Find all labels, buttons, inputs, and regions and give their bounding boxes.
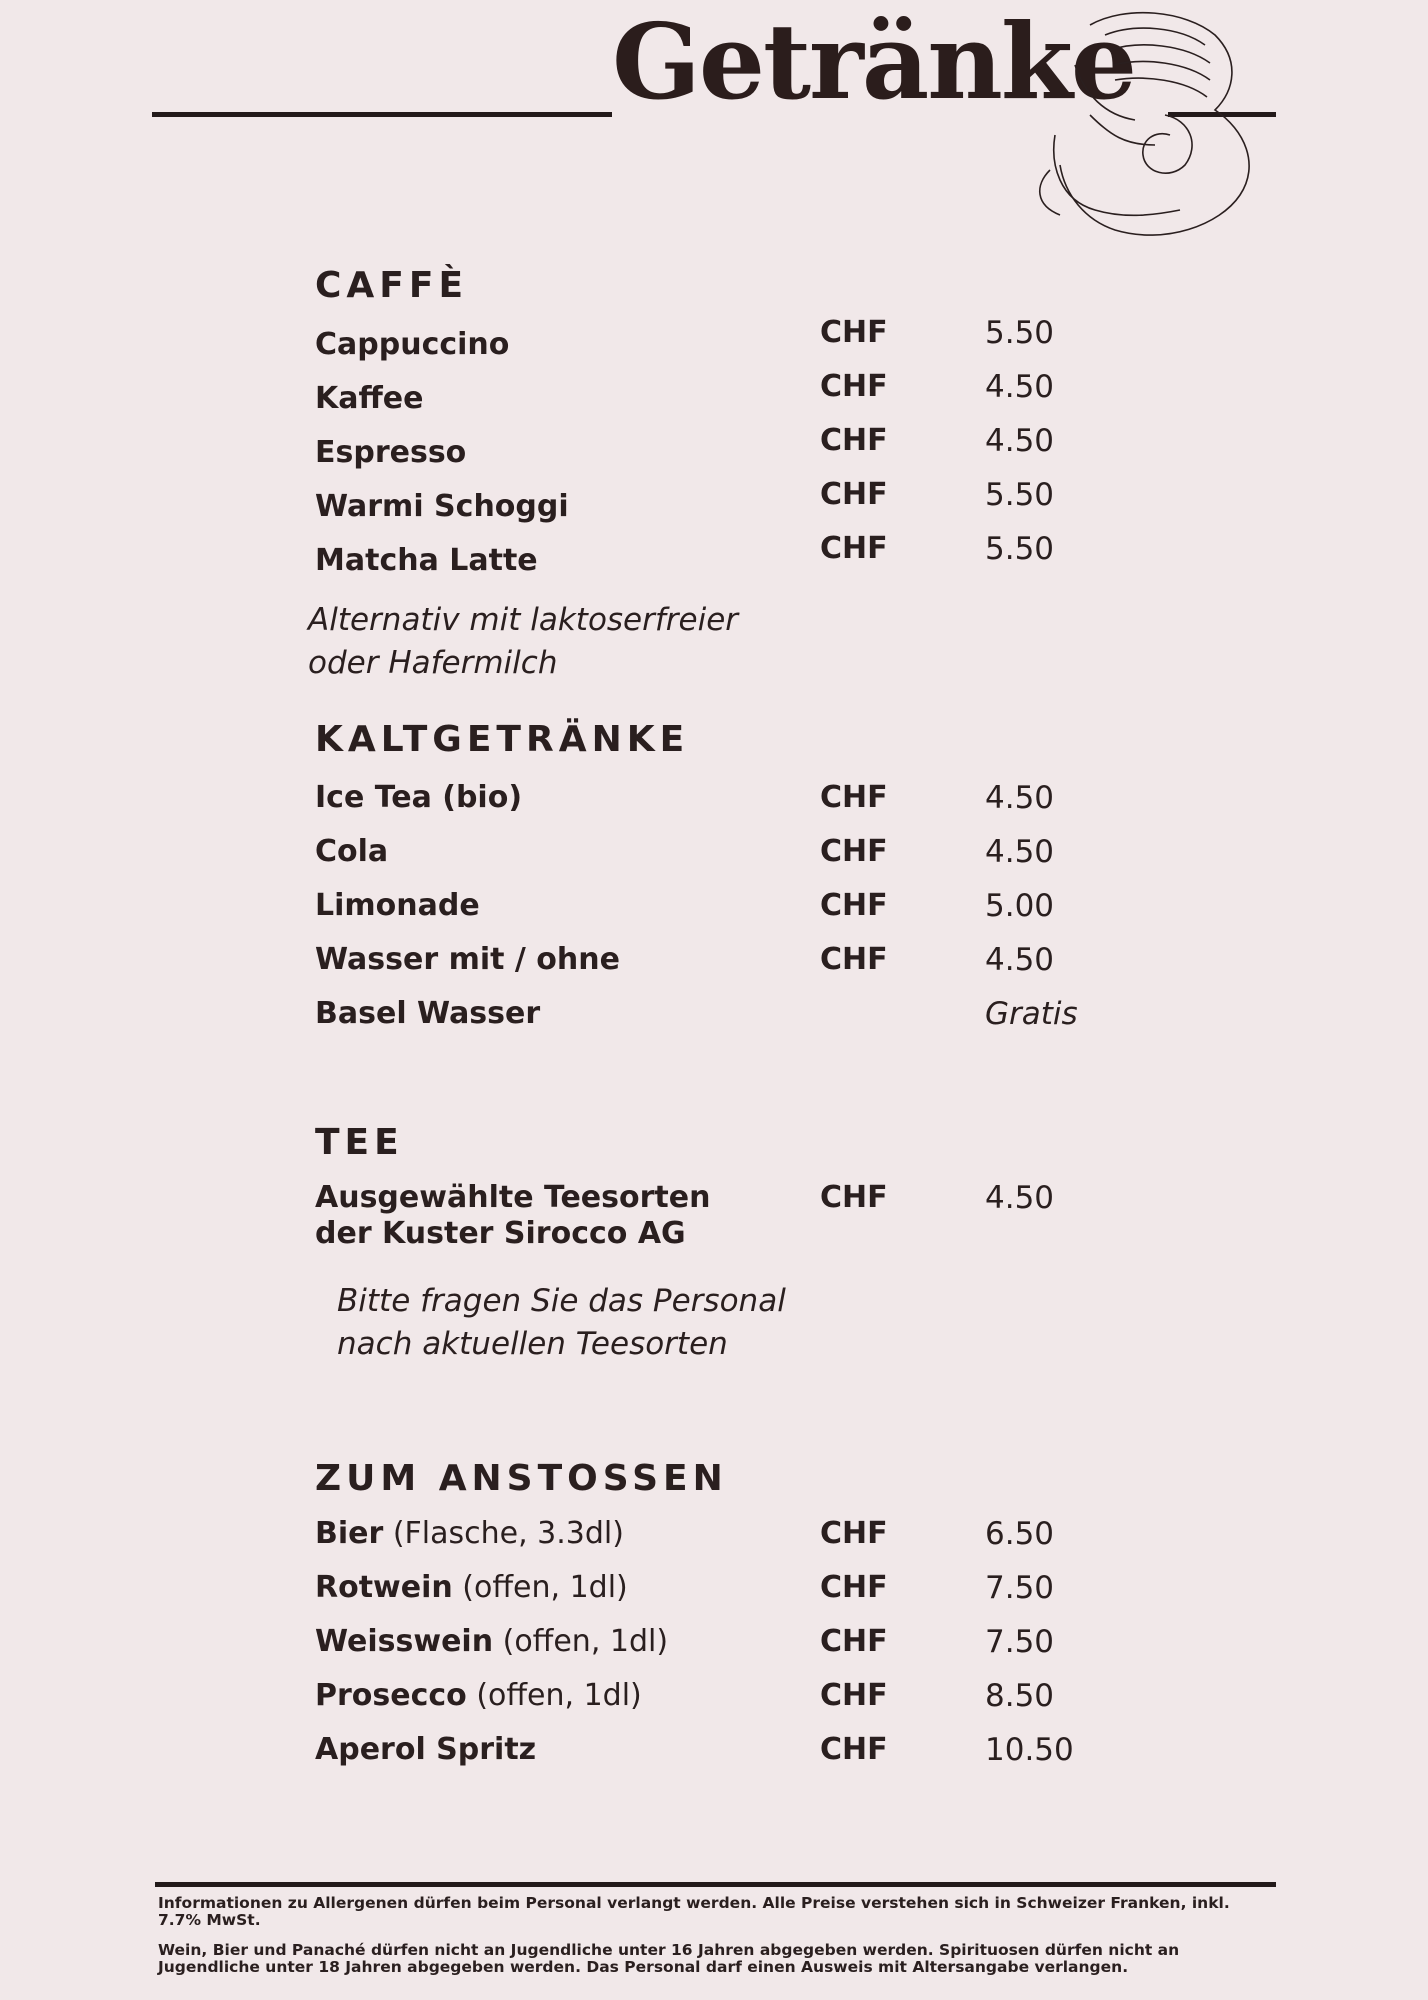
menu-row-prosecco: [0, 1678, 1428, 1722]
section-title-caffe: CAFFÈ: [315, 265, 469, 306]
item-detail: (offen, 1dl): [493, 1624, 669, 1659]
note-line: nach aktuellen Teesorten: [337, 1326, 728, 1362]
footer-rule: [155, 1882, 1276, 1887]
item-price: Gratis: [985, 996, 1078, 1032]
item-name: Aperol Spritz: [315, 1732, 537, 1767]
menu-row-cappuccino: [0, 315, 1428, 371]
item-price: 4.50: [985, 942, 1055, 978]
item-name-main: Rotwein: [315, 1570, 453, 1605]
item-currency: CHF: [820, 780, 888, 815]
item-price: 5.00: [985, 888, 1055, 924]
header-rule-left: [152, 112, 612, 117]
menu-row-weisswein: [0, 1624, 1428, 1668]
item-price: 10.50: [985, 1732, 1074, 1768]
menu-row-cola: [0, 834, 1428, 878]
item-price: 5.50: [985, 477, 1055, 513]
item-price: 6.50: [985, 1516, 1055, 1552]
item-name: Cola: [315, 834, 389, 869]
item-name: Cappuccino: [315, 327, 510, 362]
item-name: [315, 1570, 628, 1606]
item-currency: CHF: [820, 315, 888, 350]
item-detail: (offen, 1dl): [466, 1678, 642, 1713]
item-name-main: Weisswein: [315, 1624, 494, 1659]
item-currency: CHF: [820, 1180, 888, 1215]
tee-note: [337, 1280, 786, 1366]
menu-row-ice-tea: [0, 780, 1428, 824]
section-title-zum-anstossen: ZUM ANSTOSSEN: [315, 1458, 728, 1499]
caffe-milk-note: [308, 599, 738, 685]
section-title-kaltgetraenke: KALTGETRÄNKE: [315, 719, 690, 760]
page-title: Getränke: [612, 0, 1136, 123]
item-currency: CHF: [820, 423, 888, 458]
menu-row-teesorten: [0, 1180, 1428, 1260]
item-name: Espresso: [315, 435, 467, 470]
item-currency: CHF: [820, 942, 888, 977]
item-currency: CHF: [820, 1516, 888, 1551]
item-price: 5.50: [985, 531, 1055, 567]
menu-row-aperol-spritz: [0, 1732, 1428, 1776]
item-price: 5.50: [985, 315, 1055, 351]
menu-row-rotwein: [0, 1570, 1428, 1614]
item-currency: CHF: [820, 531, 888, 566]
item-name: Wasser mit / ohne: [315, 942, 620, 977]
item-name: [315, 1624, 668, 1660]
oyster-shell-icon: [1015, 5, 1265, 245]
footer-allergen-note: Informationen zu Allergenen dürfen beim Personal verlangt werden. Alle Preise verstehen sich in Schweizer Franken, inkl. 7.7% MwSt.: [158, 1894, 1230, 1929]
item-name: Warmi Schoggi: [315, 489, 569, 524]
item-name-main: Prosecco: [315, 1678, 467, 1713]
note-line: oder Hafermilch: [308, 645, 558, 681]
menu-row-espresso: [0, 423, 1428, 479]
item-name: [315, 1678, 642, 1714]
menu-row-basel-wasser: [0, 996, 1428, 1040]
item-price: 4.50: [985, 423, 1055, 459]
item-currency: CHF: [820, 888, 888, 923]
item-currency: CHF: [820, 1732, 888, 1767]
item-price: 4.50: [985, 834, 1055, 870]
item-currency: CHF: [820, 1624, 888, 1659]
menu-row-wasser: [0, 942, 1428, 986]
note-line: Bitte fragen Sie das Personal: [337, 1283, 786, 1319]
item-name: Basel Wasser: [315, 996, 541, 1031]
item-price: 7.50: [985, 1624, 1055, 1660]
footer-age-note: Wein, Bier und Panaché dürfen nicht an Jugendliche unter 16 Jahren abgegeben werden. Spirituosen dürfen nicht an Jugendliche unter 18 Jahren abgegeben werden. Das Personal darf einen Ausweis mit Altersangabe verlangen.: [158, 1941, 1180, 1976]
item-price: 4.50: [985, 780, 1055, 816]
item-name: Kaffee: [315, 381, 424, 416]
item-currency: CHF: [820, 1570, 888, 1605]
menu-row-bier: [0, 1516, 1428, 1560]
item-currency: CHF: [820, 369, 888, 404]
item-name: Limonade: [315, 888, 480, 923]
item-currency: CHF: [820, 1678, 888, 1713]
item-currency: CHF: [820, 477, 888, 512]
item-name-line: der Kuster Sirocco AG: [315, 1216, 686, 1251]
item-name: [315, 1180, 710, 1252]
item-detail: (offen, 1dl): [452, 1570, 628, 1605]
item-name-main: Bier: [315, 1516, 384, 1551]
menu-row-limonade: [0, 888, 1428, 932]
item-name-line: Ausgewählte Teesorten: [315, 1180, 711, 1215]
item-name: Matcha Latte: [315, 543, 538, 578]
note-line: Alternativ mit laktoserfreier: [308, 602, 739, 638]
item-name: [315, 1516, 624, 1552]
item-price: 8.50: [985, 1678, 1055, 1714]
item-price: 7.50: [985, 1570, 1055, 1606]
item-name: Ice Tea (bio): [315, 780, 523, 815]
item-detail: (Flasche, 3.3dl): [383, 1516, 624, 1551]
menu-row-matcha-latte: [0, 531, 1428, 587]
item-currency: CHF: [820, 834, 888, 869]
menu-row-kaffee: [0, 369, 1428, 425]
menu-row-warmi-schoggi: [0, 477, 1428, 533]
item-price: 4.50: [985, 369, 1055, 405]
item-price: 4.50: [985, 1180, 1055, 1216]
section-title-tee: TEE: [315, 1122, 404, 1163]
